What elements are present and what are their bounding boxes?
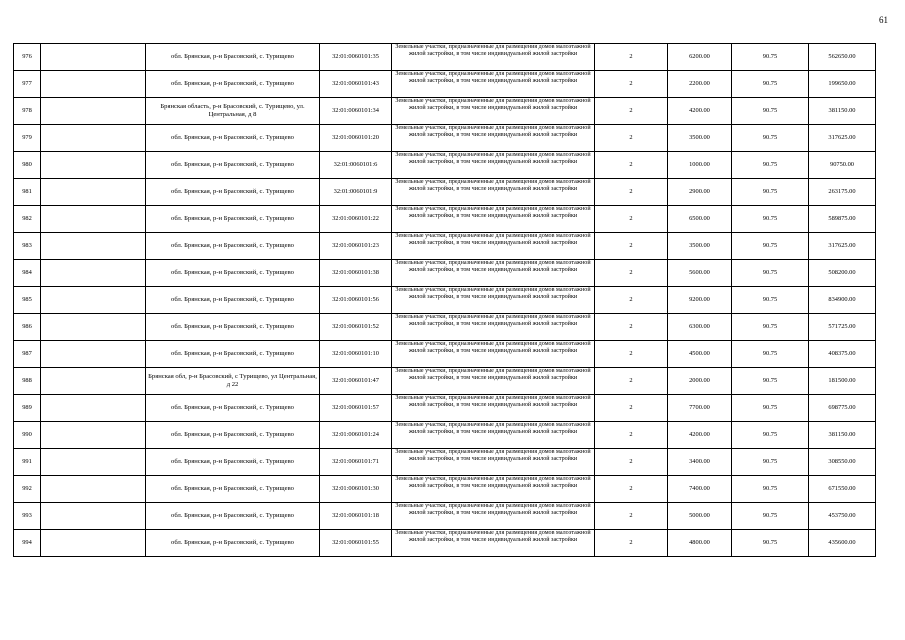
cadastral-number-cell: 32:01:0060101:20: [320, 125, 392, 152]
table-row: [14, 341, 876, 368]
cadastral-value-cell: 263175.00: [809, 179, 876, 206]
cadastral-value-cell: 571725.00: [809, 314, 876, 341]
specific-value-cell: 90.75: [732, 71, 809, 98]
cadastral-value-cell: 698775.00: [809, 395, 876, 422]
address-cell: обл. Брянская, р-н Брасовский, с. Турищево: [146, 152, 320, 179]
area-cell: 1000.00: [668, 152, 732, 179]
empty-cell: [41, 44, 146, 71]
area-cell: 4200.00: [668, 98, 732, 125]
land-use-purpose-cell: Земельные участки, предназначенные для размещения домов малоэтажной жилой застройки, в том числе индивидуальной жилой застройки: [392, 341, 595, 368]
cadastral-value-cell: 199650.00: [809, 71, 876, 98]
table-row: [14, 476, 876, 503]
area-cell: 4800.00: [668, 530, 732, 557]
page-number: 61: [879, 15, 888, 25]
specific-value-cell: 90.75: [732, 314, 809, 341]
cadastral-number-cell: 32:01:0060101:71: [320, 449, 392, 476]
specific-value-cell: 90.75: [732, 368, 809, 395]
address-cell: обл. Брянская, р-н Брасовский, с. Турищево: [146, 341, 320, 368]
cadastral-value-cell: 317625.00: [809, 125, 876, 152]
category-code-cell: 2: [595, 152, 668, 179]
cadastral-number-cell: 32:01:0060101:52: [320, 314, 392, 341]
cadastral-value-cell: 90750.00: [809, 152, 876, 179]
specific-value-cell: 90.75: [732, 260, 809, 287]
address-cell: обл. Брянская, р-н Брасовский, с. Турищево: [146, 206, 320, 233]
cadastral-value-cell: 308550.00: [809, 449, 876, 476]
row-number-cell: 979: [14, 125, 41, 152]
category-code-cell: 2: [595, 503, 668, 530]
table-row: [14, 125, 876, 152]
cadastral-number-cell: 32:01:0060101:38: [320, 260, 392, 287]
table-row: [14, 530, 876, 557]
area-cell: 3400.00: [668, 449, 732, 476]
land-use-purpose-cell: Земельные участки, предназначенные для размещения домов малоэтажной жилой застройки, в том числе индивидуальной жилой застройки: [392, 152, 595, 179]
row-number-cell: 978: [14, 98, 41, 125]
cadastral-value-cell: 508200.00: [809, 260, 876, 287]
cadastral-number-cell: 32:01:0060101:23: [320, 233, 392, 260]
address-cell: обл. Брянская, р-н Брасовский, с. Турищево: [146, 476, 320, 503]
land-use-purpose-cell: Земельные участки, предназначенные для размещения домов малоэтажной жилой застройки, в том числе индивидуальной жилой застройки: [392, 422, 595, 449]
table-row: [14, 368, 876, 395]
empty-cell: [41, 260, 146, 287]
empty-cell: [41, 233, 146, 260]
specific-value-cell: 90.75: [732, 44, 809, 71]
row-number-cell: 984: [14, 260, 41, 287]
empty-cell: [41, 152, 146, 179]
empty-cell: [41, 395, 146, 422]
land-use-purpose-cell: Земельные участки, предназначенные для размещения домов малоэтажной жилой застройки, в том числе индивидуальной жилой застройки: [392, 206, 595, 233]
cadastral-value-cell: 834900.00: [809, 287, 876, 314]
land-use-purpose-cell: Земельные участки, предназначенные для размещения домов малоэтажной жилой застройки, в том числе индивидуальной жилой застройки: [392, 125, 595, 152]
category-code-cell: 2: [595, 98, 668, 125]
specific-value-cell: 90.75: [732, 530, 809, 557]
cadastral-value-cell: 671550.00: [809, 476, 876, 503]
category-code-cell: 2: [595, 71, 668, 98]
area-cell: 2900.00: [668, 179, 732, 206]
cadastral-value-cell: 381150.00: [809, 422, 876, 449]
table-row: [14, 206, 876, 233]
row-number-cell: 988: [14, 368, 41, 395]
address-cell: Брянская область, р-н Брасовский, с. Турищево, ул. Центральная, д 8: [146, 98, 320, 125]
row-number-cell: 980: [14, 152, 41, 179]
category-code-cell: 2: [595, 314, 668, 341]
category-code-cell: 2: [595, 206, 668, 233]
row-number-cell: 977: [14, 71, 41, 98]
address-cell: обл. Брянская, р-н Брасовский, с. Турищево: [146, 449, 320, 476]
specific-value-cell: 90.75: [732, 233, 809, 260]
empty-cell: [41, 71, 146, 98]
cadastral-number-cell: 32:01:0060101:47: [320, 368, 392, 395]
address-cell: обл. Брянская, р-н Брасовский, с. Турищево: [146, 260, 320, 287]
specific-value-cell: 90.75: [732, 395, 809, 422]
area-cell: 6300.00: [668, 314, 732, 341]
table-row: [14, 152, 876, 179]
category-code-cell: 2: [595, 422, 668, 449]
cadastral-value-cell: 408375.00: [809, 341, 876, 368]
land-use-purpose-cell: Земельные участки, предназначенные для размещения домов малоэтажной жилой застройки, в том числе индивидуальной жилой застройки: [392, 233, 595, 260]
cadastral-number-cell: 32:01:0060101:6: [320, 152, 392, 179]
empty-cell: [41, 449, 146, 476]
land-use-purpose-cell: Земельные участки, предназначенные для размещения домов малоэтажной жилой застройки, в том числе индивидуальной жилой застройки: [392, 503, 595, 530]
land-plot-table: [13, 43, 876, 557]
area-cell: 4200.00: [668, 422, 732, 449]
address-cell: обл. Брянская, р-н Брасовский, с. Турищево: [146, 233, 320, 260]
empty-cell: [41, 98, 146, 125]
category-code-cell: 2: [595, 44, 668, 71]
category-code-cell: 2: [595, 260, 668, 287]
table-row: [14, 233, 876, 260]
category-code-cell: 2: [595, 395, 668, 422]
row-number-cell: 990: [14, 422, 41, 449]
category-code-cell: 2: [595, 530, 668, 557]
cadastral-value-cell: 435600.00: [809, 530, 876, 557]
land-use-purpose-cell: Земельные участки, предназначенные для размещения домов малоэтажной жилой застройки, в том числе индивидуальной жилой застройки: [392, 476, 595, 503]
land-use-purpose-cell: Земельные участки, предназначенные для размещения домов малоэтажной жилой застройки, в том числе индивидуальной жилой застройки: [392, 179, 595, 206]
specific-value-cell: 90.75: [732, 503, 809, 530]
land-use-purpose-cell: Земельные участки, предназначенные для размещения домов малоэтажной жилой застройки, в том числе индивидуальной жилой застройки: [392, 368, 595, 395]
cadastral-number-cell: 32:01:0060101:18: [320, 503, 392, 530]
cadastral-number-cell: 32:01:0060101:57: [320, 395, 392, 422]
table-body: [14, 44, 876, 557]
land-use-purpose-cell: Земельные участки, предназначенные для размещения домов малоэтажной жилой застройки, в том числе индивидуальной жилой застройки: [392, 71, 595, 98]
area-cell: 5000.00: [668, 503, 732, 530]
cadastral-number-cell: 32:01:0060101:22: [320, 206, 392, 233]
cadastral-value-cell: 181500.00: [809, 368, 876, 395]
table-row: [14, 179, 876, 206]
address-cell: обл. Брянская, р-н Брасовский, с. Турищево: [146, 530, 320, 557]
row-number-cell: 993: [14, 503, 41, 530]
table-row: [14, 287, 876, 314]
address-cell: обл. Брянская, р-н Брасовский, с. Турищево: [146, 287, 320, 314]
address-cell: обл. Брянская, р-н Брасовский, с. Турищево: [146, 179, 320, 206]
cadastral-number-cell: 32:01:0060101:34: [320, 98, 392, 125]
empty-cell: [41, 422, 146, 449]
row-number-cell: 976: [14, 44, 41, 71]
address-cell: обл. Брянская, р-н Брасовский, с. Турищево: [146, 503, 320, 530]
area-cell: 3500.00: [668, 233, 732, 260]
row-number-cell: 994: [14, 530, 41, 557]
specific-value-cell: 90.75: [732, 422, 809, 449]
area-cell: 3500.00: [668, 125, 732, 152]
row-number-cell: 982: [14, 206, 41, 233]
cadastral-value-cell: 317625.00: [809, 233, 876, 260]
cadastral-number-cell: 32:01:0060101:55: [320, 530, 392, 557]
area-cell: 4500.00: [668, 341, 732, 368]
empty-cell: [41, 206, 146, 233]
cadastral-number-cell: 32:01:0060101:35: [320, 44, 392, 71]
category-code-cell: 2: [595, 341, 668, 368]
empty-cell: [41, 476, 146, 503]
land-use-purpose-cell: Земельные участки, предназначенные для размещения домов малоэтажной жилой застройки, в том числе индивидуальной жилой застройки: [392, 260, 595, 287]
table-row: [14, 449, 876, 476]
cadastral-number-cell: 32:01:0060101:10: [320, 341, 392, 368]
area-cell: 2200.00: [668, 71, 732, 98]
empty-cell: [41, 314, 146, 341]
land-use-purpose-cell: Земельные участки, предназначенные для размещения домов малоэтажной жилой застройки, в том числе индивидуальной жилой застройки: [392, 44, 595, 71]
address-cell: Брянская обл, р-н Брасовский, с Турищево, ул Центральная, д 22: [146, 368, 320, 395]
land-use-purpose-cell: Земельные участки, предназначенные для размещения домов малоэтажной жилой застройки, в том числе индивидуальной жилой застройки: [392, 314, 595, 341]
specific-value-cell: 90.75: [732, 449, 809, 476]
category-code-cell: 2: [595, 449, 668, 476]
table-row: [14, 71, 876, 98]
address-cell: обл. Брянская, р-н Брасовский, с. Турищево: [146, 422, 320, 449]
address-cell: обл. Брянская, р-н Брасовский, с. Турищево: [146, 71, 320, 98]
row-number-cell: 985: [14, 287, 41, 314]
table-row: [14, 98, 876, 125]
row-number-cell: 986: [14, 314, 41, 341]
table-row: [14, 314, 876, 341]
empty-cell: [41, 341, 146, 368]
category-code-cell: 2: [595, 476, 668, 503]
category-code-cell: 2: [595, 287, 668, 314]
address-cell: обл. Брянская, р-н Брасовский, с. Турищево: [146, 395, 320, 422]
row-number-cell: 992: [14, 476, 41, 503]
area-cell: 6200.00: [668, 44, 732, 71]
area-cell: 9200.00: [668, 287, 732, 314]
row-number-cell: 981: [14, 179, 41, 206]
cadastral-number-cell: 32:01:0060101:30: [320, 476, 392, 503]
cadastral-number-cell: 32:01:0060101:43: [320, 71, 392, 98]
cadastral-number-cell: 32:01:0060101:56: [320, 287, 392, 314]
cadastral-number-cell: 32:01:0060101:24: [320, 422, 392, 449]
specific-value-cell: 90.75: [732, 125, 809, 152]
land-use-purpose-cell: Земельные участки, предназначенные для размещения домов малоэтажной жилой застройки, в том числе индивидуальной жилой застройки: [392, 98, 595, 125]
land-use-purpose-cell: Земельные участки, предназначенные для размещения домов малоэтажной жилой застройки, в том числе индивидуальной жилой застройки: [392, 530, 595, 557]
empty-cell: [41, 368, 146, 395]
table-row: [14, 422, 876, 449]
address-cell: обл. Брянская, р-н Брасовский, с. Турищево: [146, 44, 320, 71]
area-cell: 2000.00: [668, 368, 732, 395]
specific-value-cell: 90.75: [732, 476, 809, 503]
empty-cell: [41, 530, 146, 557]
category-code-cell: 2: [595, 125, 668, 152]
address-cell: обл. Брянская, р-н Брасовский, с. Турищево: [146, 314, 320, 341]
empty-cell: [41, 287, 146, 314]
cadastral-value-cell: 453750.00: [809, 503, 876, 530]
empty-cell: [41, 503, 146, 530]
specific-value-cell: 90.75: [732, 206, 809, 233]
empty-cell: [41, 179, 146, 206]
category-code-cell: 2: [595, 233, 668, 260]
category-code-cell: 2: [595, 179, 668, 206]
cadastral-number-cell: 32:01:0060101:9: [320, 179, 392, 206]
area-cell: 6500.00: [668, 206, 732, 233]
table-row: [14, 260, 876, 287]
cadastral-value-cell: 562650.00: [809, 44, 876, 71]
land-use-purpose-cell: Земельные участки, предназначенные для размещения домов малоэтажной жилой застройки, в том числе индивидуальной жилой застройки: [392, 395, 595, 422]
specific-value-cell: 90.75: [732, 341, 809, 368]
category-code-cell: 2: [595, 368, 668, 395]
address-cell: обл. Брянская, р-н Брасовский, с. Турищево: [146, 125, 320, 152]
area-cell: 5600.00: [668, 260, 732, 287]
row-number-cell: 987: [14, 341, 41, 368]
cadastral-value-cell: 381150.00: [809, 98, 876, 125]
row-number-cell: 989: [14, 395, 41, 422]
land-use-purpose-cell: Земельные участки, предназначенные для размещения домов малоэтажной жилой застройки, в том числе индивидуальной жилой застройки: [392, 287, 595, 314]
row-number-cell: 991: [14, 449, 41, 476]
area-cell: 7700.00: [668, 395, 732, 422]
area-cell: 7400.00: [668, 476, 732, 503]
empty-cell: [41, 125, 146, 152]
specific-value-cell: 90.75: [732, 179, 809, 206]
table-row: [14, 503, 876, 530]
table-row: [14, 44, 876, 71]
specific-value-cell: 90.75: [732, 287, 809, 314]
land-use-purpose-cell: Земельные участки, предназначенные для размещения домов малоэтажной жилой застройки, в том числе индивидуальной жилой застройки: [392, 449, 595, 476]
specific-value-cell: 90.75: [732, 98, 809, 125]
cadastral-value-cell: 589875.00: [809, 206, 876, 233]
table-row: [14, 395, 876, 422]
row-number-cell: 983: [14, 233, 41, 260]
specific-value-cell: 90.75: [732, 152, 809, 179]
